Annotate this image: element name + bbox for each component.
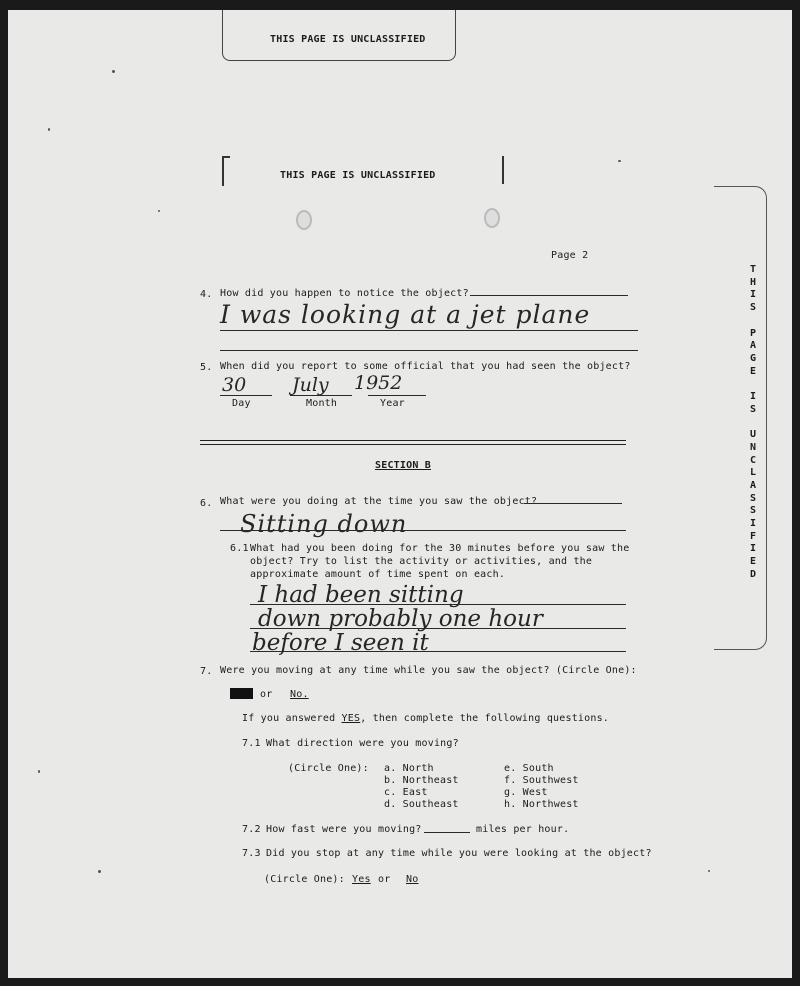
- q6-1-question-line-1: What had you been doing for the 30 minutes before you saw the: [250, 543, 630, 554]
- q7-2-unit: miles per hour.: [476, 824, 570, 835]
- side-stamp-letter: [746, 315, 760, 328]
- side-stamp-letter: A: [749, 340, 757, 352]
- q7-3-or: or: [378, 874, 391, 885]
- scan-speck: [708, 870, 710, 872]
- q6-blank-line: [524, 503, 622, 504]
- side-stamp-letter: G: [749, 352, 757, 364]
- side-stamp-letter: E: [749, 556, 757, 568]
- side-stamp-letter: [746, 416, 760, 429]
- q6-1-answer-line-1: I had been sitting: [258, 582, 464, 608]
- q7-number: 7.: [200, 666, 213, 677]
- q6-1-question-line-3: approximate amount of time spent on each.: [250, 569, 506, 580]
- q5-year-label: Year: [380, 398, 405, 409]
- side-stamp-letter: H: [749, 276, 757, 288]
- punch-hole-right: [484, 208, 500, 228]
- direction-option-right-2: f. Southwest: [504, 775, 579, 786]
- side-stamp-letter: N: [749, 441, 757, 453]
- stamp-bracket-left: [222, 156, 230, 186]
- punch-hole-left: [296, 210, 312, 230]
- q7-3-yes-option: Yes: [352, 874, 371, 885]
- q6-1-rule-1: [250, 604, 626, 605]
- q6-1-answer-line-3: before I seen it: [252, 630, 429, 656]
- q7-question: Were you moving at any time while you saw the object? (Circle One):: [220, 665, 637, 676]
- q6-1-number: 6.1: [230, 543, 249, 554]
- side-stamp-letter: E: [749, 365, 757, 377]
- direction-option-right-3: g. West: [504, 787, 548, 798]
- q4-answer-line-1: [220, 330, 638, 331]
- q6-answer-line: [220, 530, 626, 531]
- q7-yes-option: Yes: [232, 688, 251, 699]
- direction-option-left-1: a. North: [384, 763, 434, 774]
- q7-instruction-yes: YES: [341, 713, 361, 724]
- side-stamp-letter: D: [749, 568, 757, 580]
- q7-1-question: What direction were you moving?: [266, 738, 459, 749]
- section-divider: [200, 440, 626, 445]
- q4-handwritten-answer: I was looking at a jet plane: [220, 300, 591, 329]
- side-stamp-letter: [746, 378, 760, 391]
- side-stamp-letter: I: [749, 391, 757, 403]
- side-stamp-letter: U: [749, 429, 757, 441]
- q5-question: When did you report to some official that you had seen the object?: [220, 361, 631, 372]
- side-stamp-letter: S: [749, 505, 757, 517]
- q4-question: How did you happen to notice the object?: [220, 288, 469, 299]
- q4-blank-line: [470, 295, 628, 296]
- q7-3-number: 7.3: [242, 848, 261, 859]
- side-stamp-letter: C: [749, 454, 757, 466]
- q7-2-question: How fast were you moving?: [266, 824, 422, 835]
- side-stamp-letter: I: [749, 289, 757, 301]
- scan-speck: [38, 770, 40, 773]
- q5-number: 5.: [200, 362, 213, 373]
- side-stamp-letter: A: [749, 479, 757, 491]
- direction-option-left-3: c. East: [384, 787, 428, 798]
- q7-or: or: [260, 689, 273, 700]
- section-b-title: SECTION B: [375, 460, 431, 471]
- q7-instruction-prefix: If you answered: [242, 713, 342, 724]
- q7-3-circle-label: (Circle One):: [264, 874, 345, 885]
- scan-speck: [112, 70, 115, 73]
- q7-2-number: 7.2: [242, 824, 261, 835]
- q5-year-value: 1952: [354, 372, 403, 394]
- scan-speck: [158, 210, 160, 212]
- q6-1-question-line-2: object? Try to list the activity or activities, and the: [250, 556, 593, 567]
- q6-1-rule-3: [250, 651, 626, 652]
- q5-day-label: Day: [232, 398, 251, 409]
- q7-no-option: No.: [290, 689, 309, 700]
- q7-instruction-suffix: , then complete the following questions.: [360, 713, 610, 724]
- q4-number: 4.: [200, 289, 213, 300]
- q5-month-line: [290, 395, 352, 396]
- side-stamp-letter: I: [749, 543, 757, 555]
- q7-1-circle-label: (Circle One):: [288, 763, 369, 774]
- top-classification-stamp: THIS PAGE IS UNCLASSIFIED: [270, 34, 426, 45]
- side-stamp-letter: P: [749, 327, 757, 339]
- direction-option-left-4: d. Southeast: [384, 799, 459, 810]
- stamp-bracket: [222, 10, 456, 61]
- q6-handwritten-answer: Sitting down: [240, 510, 408, 538]
- direction-option-right-1: e. South: [504, 763, 554, 774]
- side-stamp-letter: I: [749, 518, 757, 530]
- q6-1-rule-2: [250, 628, 626, 629]
- side-classification-stamp: [746, 264, 760, 582]
- side-stamp-letter: F: [749, 530, 757, 542]
- q6-question: What were you doing at the time you saw the object?: [220, 496, 538, 507]
- scan-speck: [48, 128, 50, 131]
- direction-option-left-2: b. Northeast: [384, 775, 459, 786]
- q6-number: 6.: [200, 498, 213, 509]
- document-page: [8, 10, 792, 978]
- page-number: Page 2: [551, 250, 589, 261]
- q7-instruction: [242, 713, 609, 724]
- q5-day-line: [220, 395, 272, 396]
- q6-1-answer-line-2: down probably one hour: [258, 606, 543, 632]
- q5-month-value: July: [292, 374, 329, 396]
- classification-stamp: THIS PAGE IS UNCLASSIFIED: [280, 170, 436, 181]
- q7-3-question: Did you stop at any time while you were looking at the object?: [266, 848, 652, 859]
- q4-answer-line-2: [220, 350, 638, 351]
- direction-option-right-4: h. Northwest: [504, 799, 579, 810]
- scan-speck: [618, 160, 621, 162]
- q5-day-value: 30: [222, 374, 247, 396]
- q7-3-no-option: No: [406, 874, 419, 885]
- q5-year-line: [368, 395, 426, 396]
- stamp-bracket-right: [502, 156, 506, 184]
- q7-2-blank-line: [424, 832, 470, 833]
- side-stamp-letter: S: [749, 302, 757, 314]
- side-stamp-letter: T: [749, 264, 757, 275]
- side-stamp-letter: S: [749, 403, 757, 415]
- q7-1-number: 7.1: [242, 738, 261, 749]
- scan-speck: [98, 870, 101, 873]
- q5-month-label: Month: [306, 398, 338, 409]
- side-stamp-letter: L: [749, 467, 757, 479]
- side-stamp-letter: S: [749, 492, 757, 504]
